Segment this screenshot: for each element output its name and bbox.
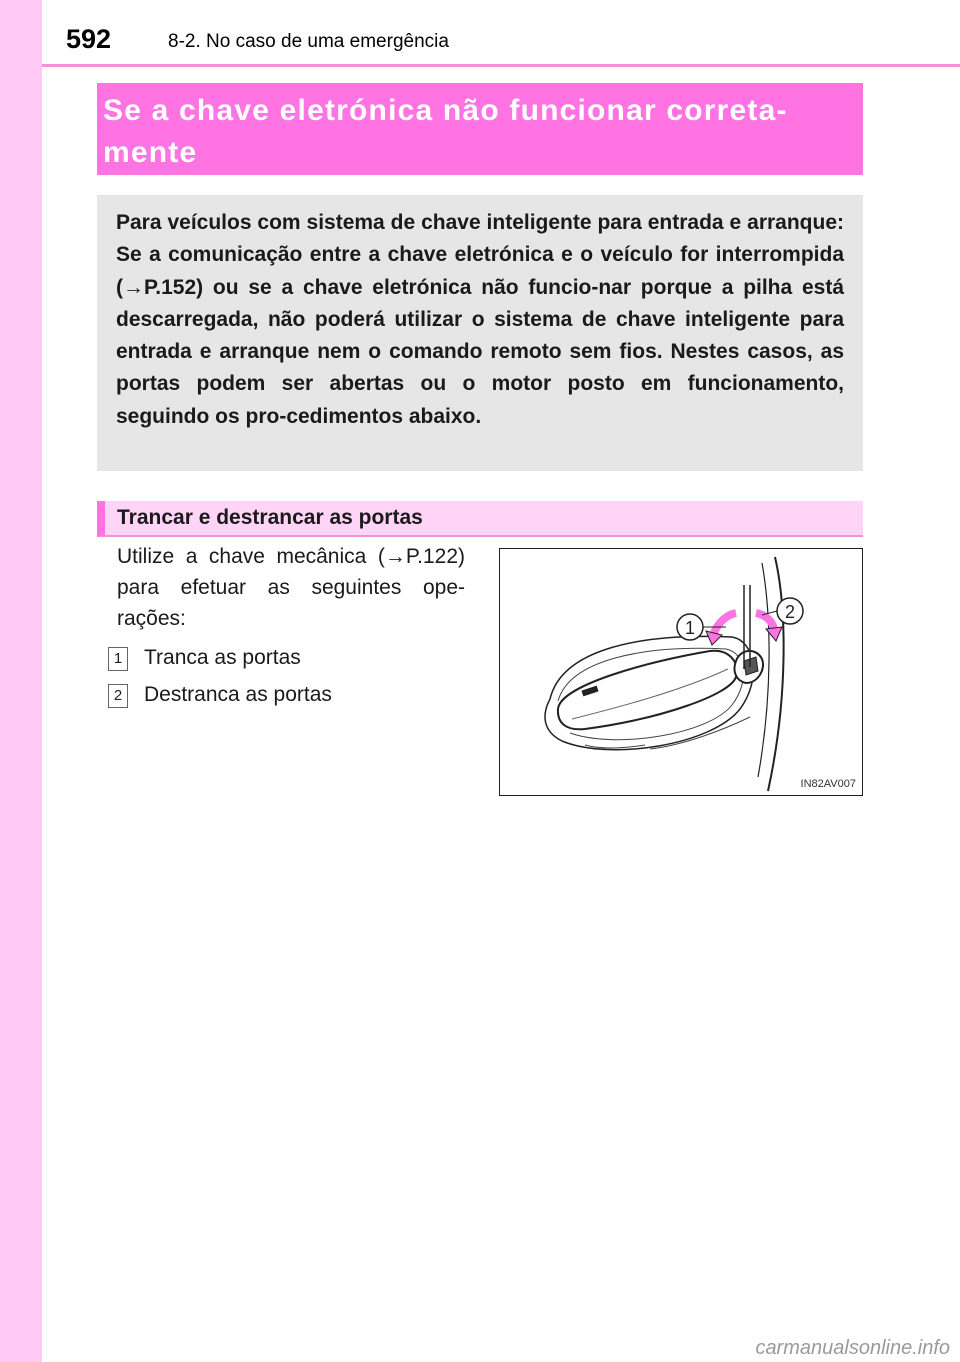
page-title: Se a chave eletrónica não funcionar correta- mente bbox=[103, 94, 788, 169]
section-header: 8-2. No caso de uma emergência bbox=[168, 31, 449, 52]
intro-box bbox=[97, 195, 863, 471]
step-label: Tranca as portas bbox=[144, 646, 301, 669]
figure-code: IN82AV007 bbox=[800, 778, 856, 790]
watermark: carmanualsonline.info bbox=[755, 1337, 950, 1359]
intro-text: Para veículos com sistema de chave inteligente para entrada e arranque: Se a comunicação entre a chave eletrónica e o veículo for interrompida (→P.152) ou se a chave eletrónica não funcio-nar porque a pilha está descarregada, não poderá utilizar o sistema de chave inteligente para entrada e arranque nem o comando remoto sem fios. Nestes casos, as portas podem ser abertas ou o motor posto em funcionamento, seguindo os pro-cedimentos abaixo. bbox=[116, 211, 844, 428]
page-number: 592 bbox=[66, 24, 112, 54]
door-handle-drawing bbox=[500, 549, 861, 794]
title-box bbox=[97, 83, 863, 175]
figure-callout-2: 2 bbox=[784, 602, 796, 622]
subsection-header bbox=[97, 501, 863, 537]
subsection-title: Trancar e destrancar as portas bbox=[117, 506, 423, 529]
side-color-band bbox=[0, 0, 42, 1362]
instruction-text: Utilize a chave mecânica (→P.122) para efetuar as seguintes ope-rações: bbox=[117, 545, 465, 630]
figure-callout-1: 1 bbox=[684, 618, 696, 638]
header-rule bbox=[42, 64, 960, 67]
door-handle-illustration bbox=[499, 548, 863, 796]
step-number-badge: 2 bbox=[108, 684, 128, 708]
step-number-badge: 1 bbox=[108, 647, 128, 671]
step-label: Destranca as portas bbox=[144, 683, 332, 706]
